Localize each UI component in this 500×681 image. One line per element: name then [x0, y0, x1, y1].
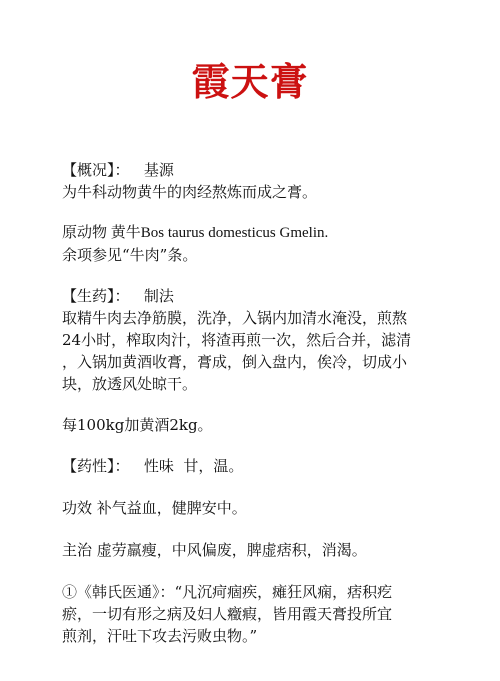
document-body — [62, 159, 442, 647]
ratio-section — [62, 414, 442, 436]
efficacy-text: 功效 补气益血，健脾安中。 — [62, 499, 247, 517]
preparation-line-4: 块，放透风处晾干。 — [62, 375, 198, 393]
citation-line-3: 煎剂，汗吐下攻去污败虫物。” — [62, 627, 258, 645]
overview-label: 基源 — [143, 161, 174, 179]
overview-heading-line — [62, 159, 442, 181]
origin-line-1: 原动物 黄牛Bos taurus domesticus Gmelin. — [62, 225, 329, 241]
preparation-heading: 【生药】： — [62, 287, 130, 305]
preparation-line-1: 取精牛肉去净筋膜，洗净，入锅内加清水淹没，煎熬 — [62, 309, 408, 327]
citation-section — [62, 581, 442, 647]
property-line — [62, 455, 442, 477]
property-heading: 【药性】： — [62, 457, 130, 475]
overview-text: 为牛科动物黄牛的肉经熬炼而成之膏。 — [62, 183, 318, 201]
preparation-heading-line — [62, 285, 442, 307]
preparation-line-3: ，入锅加黄酒收膏，膏成，倒入盘内，俟冷，切成小 — [62, 353, 408, 371]
efficacy-section — [62, 497, 442, 519]
indication-section — [62, 539, 442, 561]
property-text: 甘，温。 — [183, 457, 244, 475]
origin-section — [62, 222, 442, 266]
overview-heading: 【概况】： — [62, 161, 130, 179]
ratio-text: 每100kg加黄酒2kg。 — [62, 416, 213, 434]
preparation-line-2: 24小时，榨取肉汁，将渣再煎一次，然后合并，滤清 — [62, 331, 412, 349]
property-label: 性味 — [143, 457, 174, 475]
origin-line-2: 余项参见“牛肉”条。 — [62, 246, 198, 264]
indication-text: 主治 虚劳羸瘦，中风偏废，脾虚痞积，消渴。 — [62, 541, 367, 559]
document-title: 霞天膏 — [191, 59, 309, 104]
citation-line-2: 瘀，一切有形之病及妇人癥瘕，皆用霞天膏投所宜 — [62, 605, 393, 623]
citation-line-1: ①《韩氏医通》：“凡沉疴痼疾，瘫狂风痫，痞积疙 — [62, 583, 393, 601]
overview-section — [62, 159, 442, 203]
preparation-label: 制法 — [143, 287, 174, 305]
property-section — [62, 455, 442, 477]
preparation-section — [62, 285, 442, 395]
